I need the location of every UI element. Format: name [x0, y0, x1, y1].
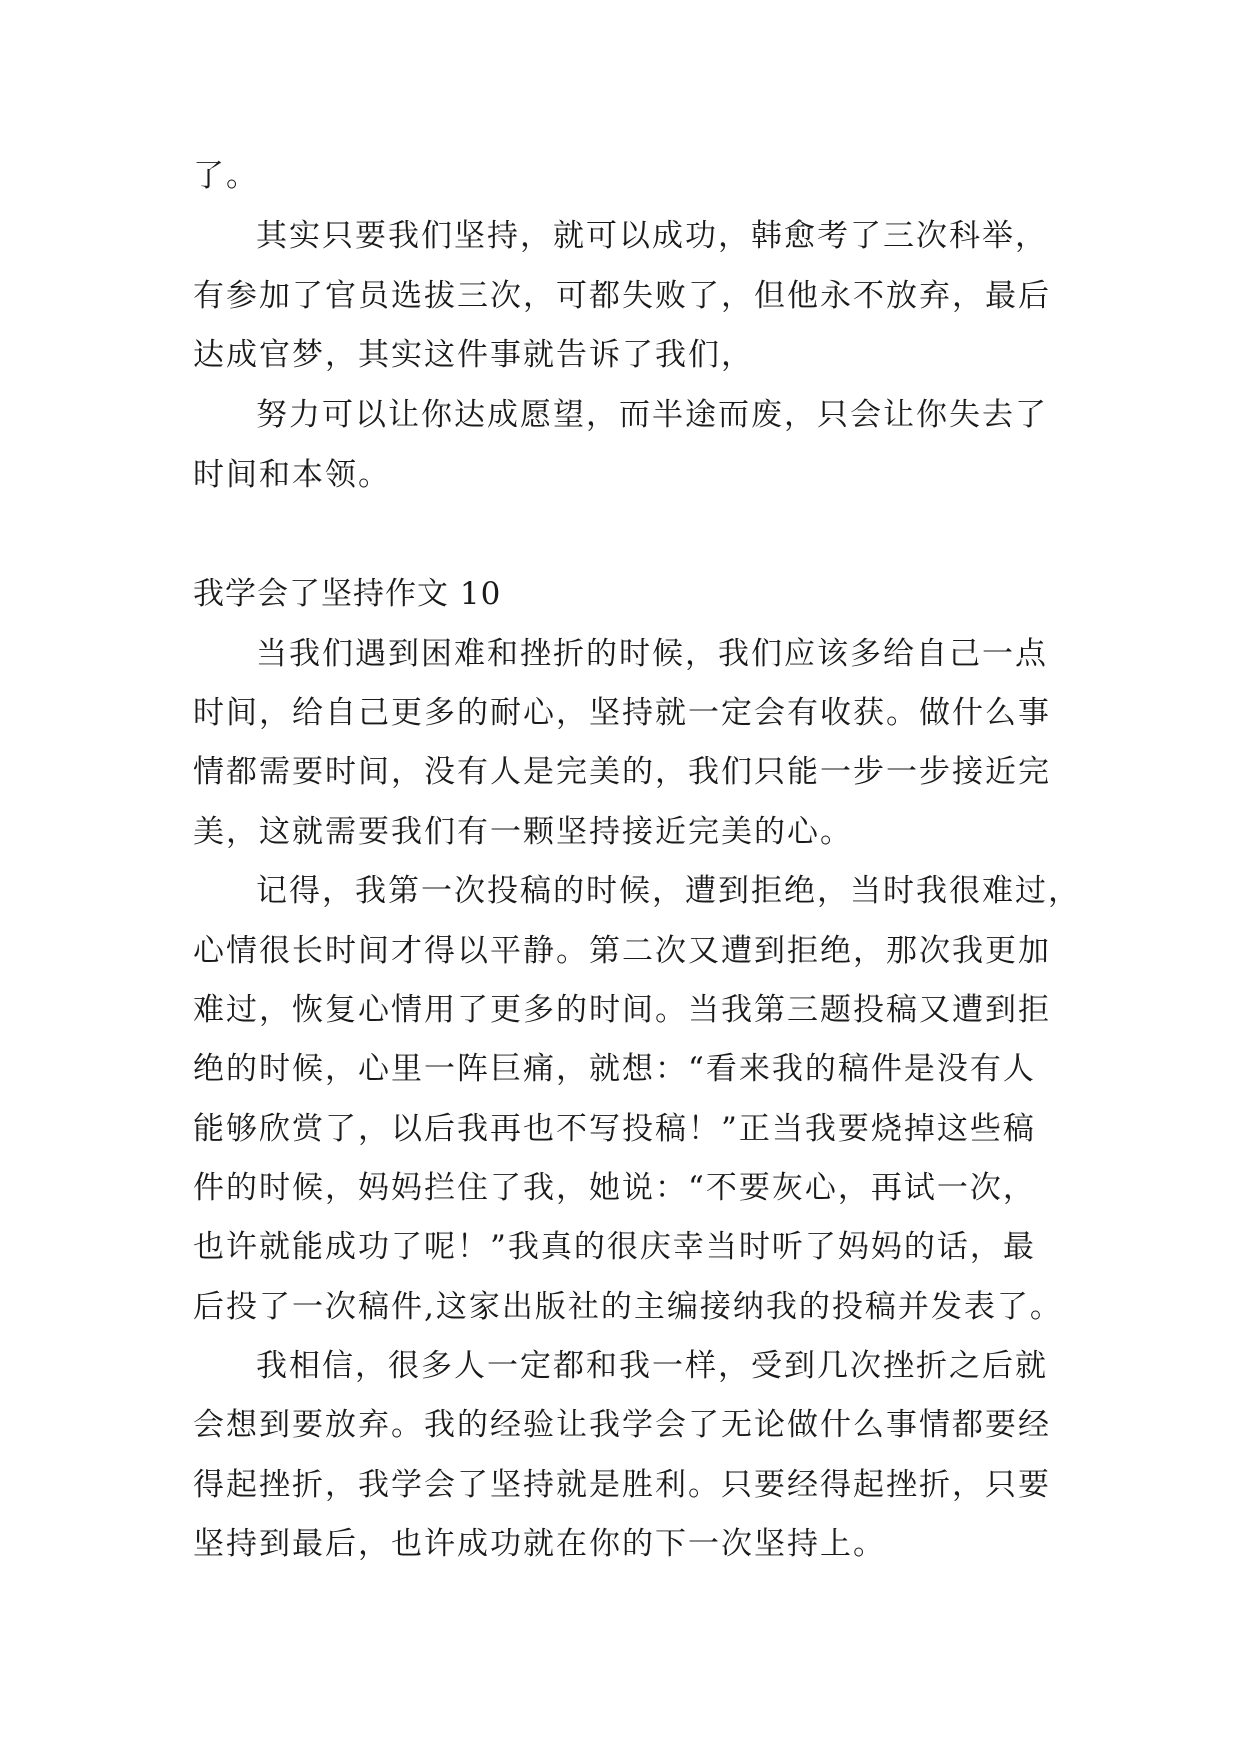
paragraph-line: 情都需要时间，没有人是完美的，我们只能一步一步接近完: [193, 754, 1051, 790]
paragraph-line: 记得，我第一次投稿的时候，遭到拒绝，当时我很难过，: [256, 873, 1081, 909]
paragraph-line: 我相信，很多人一定都和我一样，受到几次挫折之后就: [256, 1348, 1048, 1384]
section-title: 我学会了坚持作文 10: [193, 576, 502, 612]
paragraph-line: 时间，给自己更多的耐心，坚持就一定会有收获。做什么事: [193, 695, 1051, 731]
paragraph-line: 其实只要我们坚持，就可以成功，韩愈考了三次科举，: [256, 218, 1048, 254]
paragraph-line: 难过，恢复心情用了更多的时间。当我第三题投稿又遭到拒: [193, 992, 1051, 1028]
paragraph-line: 坚持到最后，也许成功就在你的下一次坚持上。: [193, 1526, 886, 1562]
paragraph-line: 时间和本领。: [193, 457, 391, 493]
paragraph-line: 后投了一次稿件,这家出版社的主编接纳我的投稿并发表了。: [193, 1289, 1063, 1325]
paragraph-line: 绝的时候，心里一阵巨痛，就想：“看来我的稿件是没有人: [193, 1051, 1036, 1087]
paragraph-line: 当我们遇到困难和挫折的时候，我们应该多给自己一点: [256, 636, 1048, 672]
paragraph-line: 心情很长时间才得以平静。第二次又遭到拒绝，那次我更加: [193, 933, 1051, 969]
paragraph-line: 会想到要放弃。我的经验让我学会了无论做什么事情都要经: [193, 1407, 1051, 1443]
paragraph-line: 达成官梦，其实这件事就告诉了我们，: [193, 337, 754, 373]
paragraph-line: 有参加了官员选拔三次，可都失败了，但他永不放弃，最后: [193, 278, 1051, 314]
paragraph-line: 了。: [193, 158, 259, 194]
paragraph-line: 件的时候，妈妈拦住了我，她说：“不要灰心，再试一次，: [193, 1170, 1036, 1206]
paragraph-line: 能够欣赏了，以后我再也不写投稿！”正当我要烧掉这些稿: [193, 1111, 1036, 1147]
paragraph-line: 努力可以让你达成愿望，而半途而废，只会让你失去了: [256, 397, 1048, 433]
paragraph-line: 也许就能成功了呢！”我真的很庆幸当时听了妈妈的话，最: [193, 1229, 1036, 1265]
paragraph-line: 得起挫折，我学会了坚持就是胜利。只要经得起挫折，只要: [193, 1467, 1051, 1503]
paragraph-line: 美，这就需要我们有一颗坚持接近完美的心。: [193, 814, 853, 850]
